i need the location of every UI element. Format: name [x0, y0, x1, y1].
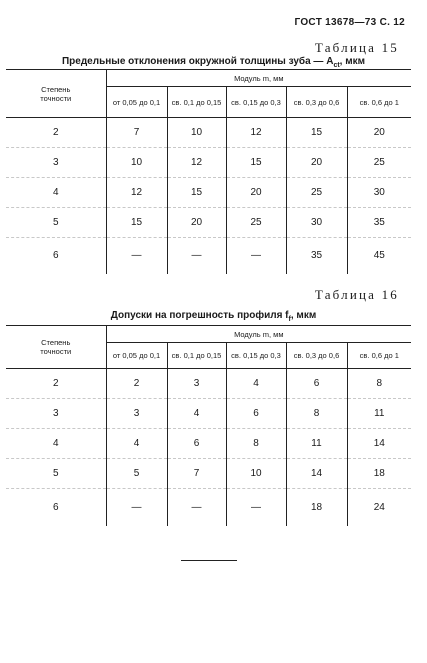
table-row	[6, 459, 411, 489]
module-range-header: св. 0,15 до 0,3	[226, 87, 286, 118]
value-cell: 25	[226, 208, 286, 238]
module-range-header: от 0,05 до 0,1	[106, 87, 167, 118]
grade-column-header	[6, 326, 106, 369]
table-16-caption-unit: , мкм	[290, 310, 317, 321]
table-15	[6, 69, 411, 274]
value-cell: 8	[286, 399, 347, 429]
value-cell: 12	[106, 178, 167, 208]
value-cell: 10	[106, 148, 167, 178]
value-cell: 30	[347, 178, 411, 208]
table-15-caption-text: Предельные отклонения окружной толщины зуба — A	[61, 56, 334, 67]
table-row	[6, 148, 411, 178]
value-cell: 15	[286, 118, 347, 148]
value-cell: 18	[286, 489, 347, 526]
value-cell: 2	[106, 369, 167, 399]
table-15-label: Таблица 15	[314, 40, 399, 55]
table-row	[6, 238, 411, 274]
grade-header-text: Степень точности	[40, 338, 72, 356]
value-cell: 6	[226, 399, 286, 429]
value-cell: 14	[286, 459, 347, 489]
grade-cell: 2	[6, 369, 106, 399]
module-range-header: св. 0,3 до 0,6	[286, 87, 347, 118]
table-16-caption	[0, 310, 427, 323]
module-range-header: св. 0,6 до 1	[347, 343, 411, 369]
grade-cell: 4	[6, 178, 106, 208]
table-row	[6, 399, 411, 429]
grade-cell: 5	[6, 459, 106, 489]
value-cell: 20	[226, 178, 286, 208]
grade-cell: 3	[6, 148, 106, 178]
value-cell: 6	[167, 429, 226, 459]
value-cell: 12	[226, 118, 286, 148]
value-cell: 24	[347, 489, 411, 526]
value-cell: 15	[106, 208, 167, 238]
grade-cell: 6	[6, 238, 106, 274]
value-cell: —	[106, 238, 167, 274]
module-range-header: св. 0,6 до 1	[347, 87, 411, 118]
value-cell: 25	[347, 148, 411, 178]
grade-cell: 3	[6, 399, 106, 429]
value-cell: 8	[226, 429, 286, 459]
value-cell: 20	[167, 208, 226, 238]
value-cell: 6	[286, 369, 347, 399]
table-row	[6, 369, 411, 399]
module-range-header: св. 0,3 до 0,6	[286, 343, 347, 369]
table-15-caption	[0, 56, 427, 69]
grade-header-text: Степень точности	[40, 84, 72, 103]
grade-column-header	[6, 70, 106, 118]
value-cell: 10	[226, 459, 286, 489]
table-15-caption-unit: , мкм	[339, 56, 366, 67]
value-cell: 11	[286, 429, 347, 459]
value-cell: —	[226, 489, 286, 526]
table-16-caption-subscript: f	[288, 316, 291, 323]
module-column-header: Модуль m, мм	[106, 326, 411, 343]
value-cell: 18	[347, 459, 411, 489]
value-cell: —	[167, 238, 226, 274]
page-header: ГОСТ 13678—73 С. 12	[294, 17, 405, 28]
table-row	[6, 118, 411, 148]
value-cell: —	[167, 489, 226, 526]
value-cell: 7	[167, 459, 226, 489]
module-column-header: Модуль m, мм	[106, 70, 411, 87]
value-cell: 4	[106, 429, 167, 459]
value-cell: 35	[347, 208, 411, 238]
value-cell: 7	[106, 118, 167, 148]
table-row	[6, 208, 411, 238]
value-cell: 3	[167, 369, 226, 399]
module-range-header: от 0,05 до 0,1	[106, 343, 167, 369]
value-cell: 15	[167, 178, 226, 208]
table-16-caption-text: Допуски на погрешность профиля f	[110, 310, 289, 321]
table-16-label: Таблица 16	[314, 287, 399, 302]
value-cell: 45	[347, 238, 411, 274]
value-cell: 14	[347, 429, 411, 459]
value-cell: 12	[167, 148, 226, 178]
module-range-header: св. 0,1 до 0,15	[167, 87, 226, 118]
table-row	[6, 178, 411, 208]
value-cell: 11	[347, 399, 411, 429]
grade-cell: 2	[6, 118, 106, 148]
value-cell: 3	[106, 399, 167, 429]
value-cell: 10	[167, 118, 226, 148]
table-row	[6, 489, 411, 526]
value-cell: 35	[286, 238, 347, 274]
value-cell: 5	[106, 459, 167, 489]
end-rule	[181, 560, 237, 561]
value-cell: 20	[347, 118, 411, 148]
value-cell: —	[106, 489, 167, 526]
module-range-header: св. 0,15 до 0,3	[226, 343, 286, 369]
value-cell: 4	[226, 369, 286, 399]
value-cell: 25	[286, 178, 347, 208]
value-cell: 20	[286, 148, 347, 178]
value-cell: 15	[226, 148, 286, 178]
grade-cell: 6	[6, 489, 106, 526]
table-16	[6, 325, 411, 526]
grade-cell: 4	[6, 429, 106, 459]
value-cell: —	[226, 238, 286, 274]
table-row	[6, 429, 411, 459]
value-cell: 30	[286, 208, 347, 238]
table-15-caption-subscript: ct	[333, 62, 340, 69]
value-cell: 4	[167, 399, 226, 429]
value-cell: 8	[347, 369, 411, 399]
grade-cell: 5	[6, 208, 106, 238]
module-range-header: св. 0,1 до 0,15	[167, 343, 226, 369]
